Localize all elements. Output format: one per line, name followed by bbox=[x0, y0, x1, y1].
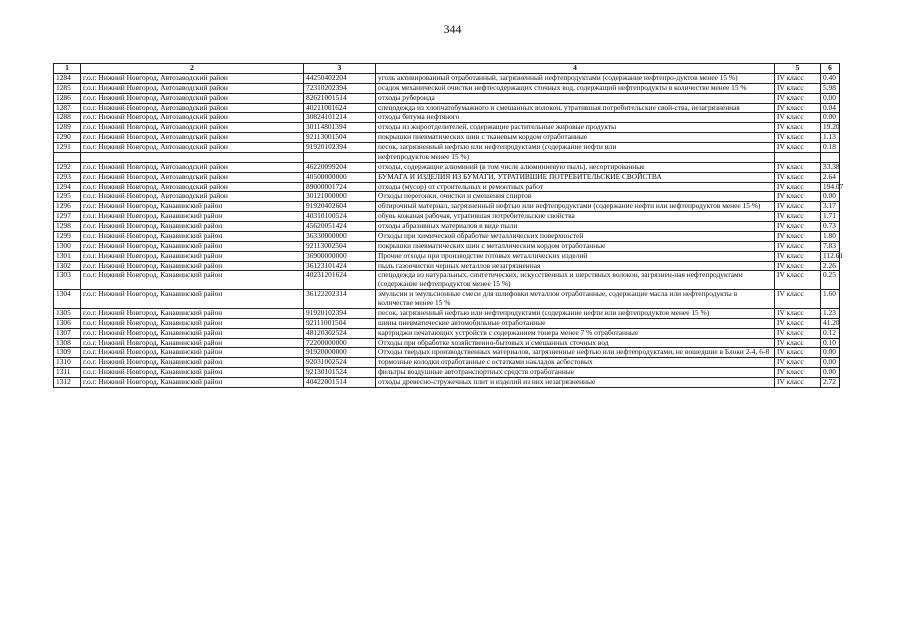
hazard-class-cell: IV класс bbox=[775, 103, 821, 113]
waste-name-cell: песок, загрязненный нефтью или нефтепродуктами (содержание нефти или нефтепродуктов менее 15 %) bbox=[376, 308, 775, 318]
waste-code-cell: 36122202314 bbox=[304, 290, 376, 309]
hazard-class-cell: IV класс bbox=[775, 308, 821, 318]
row-number-cell: 1297 bbox=[54, 212, 81, 222]
row-number-cell bbox=[54, 152, 81, 162]
waste-code-cell: 46220099204 bbox=[304, 162, 376, 172]
row-number-cell: 1290 bbox=[54, 133, 81, 143]
location-cell: г.о.г. Нижний Новгород, Автозаводский район bbox=[81, 133, 304, 143]
waste-name-cell: Отходы твердых производственных материалов, загрязненные нефтью или нефтепродуктами, не вошедшие в Блоки 2-4, 6-8 bbox=[376, 348, 775, 358]
amount-cell: 194.07 bbox=[821, 182, 840, 192]
row-number-cell: 1291 bbox=[54, 143, 81, 153]
waste-code-cell: 92111001504 bbox=[304, 318, 376, 328]
row-number-cell: 1312 bbox=[54, 378, 81, 388]
row-number-cell: 1308 bbox=[54, 338, 81, 348]
waste-code-cell: 92130101524 bbox=[304, 368, 376, 378]
waste-code-cell: 72310202394 bbox=[304, 83, 376, 93]
waste-code-cell: 40500000000 bbox=[304, 172, 376, 182]
row-number-cell: 1310 bbox=[54, 358, 81, 368]
amount-cell: 1.23 bbox=[821, 308, 840, 318]
header-row bbox=[54, 64, 840, 74]
waste-name-cell: покрышки пневматических шин с металлическим кордом отработанные bbox=[376, 241, 775, 251]
amount-cell: 0.00 bbox=[821, 113, 840, 123]
waste-code-cell: 30121000000 bbox=[304, 192, 376, 202]
waste-name-cell: Отходы перегонки, очистки и смешения спиртов bbox=[376, 192, 775, 202]
row-number-cell: 1309 bbox=[54, 348, 81, 358]
amount-cell: 2.72 bbox=[821, 378, 840, 388]
waste-code-cell: 92113001504 bbox=[304, 133, 376, 143]
amount-cell: 0.12 bbox=[821, 328, 840, 338]
hazard-class-cell: IV класс bbox=[775, 378, 821, 388]
table-row bbox=[54, 231, 840, 241]
location-cell: г.о.г. Нижний Новгород, Канавинский район bbox=[81, 358, 304, 368]
waste-code-cell: 91920102394 bbox=[304, 143, 376, 153]
row-number-cell: 1284 bbox=[54, 73, 81, 83]
table-row bbox=[54, 222, 840, 232]
row-number-cell: 1303 bbox=[54, 271, 81, 290]
waste-name-cell: отходы абразивных материалов в виде пыли bbox=[376, 222, 775, 232]
row-number-cell: 1292 bbox=[54, 162, 81, 172]
waste-code-cell: 36900000000 bbox=[304, 251, 376, 261]
table-row bbox=[54, 143, 840, 153]
amount-cell: 1.60 bbox=[821, 290, 840, 309]
amount-cell: 0.25 bbox=[821, 271, 840, 290]
waste-code-cell: 91920402604 bbox=[304, 202, 376, 212]
row-number-cell: 1294 bbox=[54, 182, 81, 192]
waste-name-cell: пыль газоочистки черных металлов незагрязненная bbox=[376, 261, 775, 271]
location-cell: г.о.г. Нижний Новгород, Канавинский район bbox=[81, 202, 304, 212]
location-cell: г.о.г. Нижний Новгород, Канавинский район bbox=[81, 368, 304, 378]
waste-name-cell: уголь активированный отработанный, загрязненный нефтепродуктами (содержание нефтепро-дуктов менее 15 %) bbox=[376, 73, 775, 83]
waste-name-cell: Отходы при обработке хозяйственно-бытовых и смешанных сточных вод bbox=[376, 338, 775, 348]
amount-cell: 0.40 bbox=[821, 73, 840, 83]
waste-name-cell: отходы (мусор) от строительных и ремонтных работ bbox=[376, 182, 775, 192]
waste-name-cell: БУМАГА И ИЗДЕЛИЯ ИЗ БУМАГИ, УТРАТИВШИЕ ПОТРЕБИТЕЛЬСКИЕ СВОЙСТВА bbox=[376, 172, 775, 182]
waste-code-cell: 40211001624 bbox=[304, 103, 376, 113]
waste-code-cell bbox=[304, 152, 376, 162]
hazard-class-cell: IV класс bbox=[775, 113, 821, 123]
table-row bbox=[54, 328, 840, 338]
waste-code-cell: 92031002524 bbox=[304, 358, 376, 368]
row-number-cell: 1295 bbox=[54, 192, 81, 202]
waste-code-cell: 89000001724 bbox=[304, 182, 376, 192]
column-header: 3 bbox=[304, 64, 376, 74]
waste-name-cell: песок, загрязненный нефтью или нефтепродуктами (содержание нефти или bbox=[376, 143, 775, 153]
location-cell: г.о.г. Нижний Новгород, Автозаводский район bbox=[81, 83, 304, 93]
waste-name-cell: спецодежда из натуральных, синтетических, искусственных и шерстяных волокон, загрязнен-ная нефтепродуктами (содержание нефтепродуктов менее 15 %) bbox=[376, 271, 775, 290]
location-cell: г.о.г. Нижний Новгород, Канавинский район bbox=[81, 378, 304, 388]
amount-cell: 0.00 bbox=[821, 93, 840, 103]
column-header: 4 bbox=[376, 64, 775, 74]
amount-cell: 5.98 bbox=[821, 83, 840, 93]
location-cell: г.о.г. Нижний Новгород, Канавинский район bbox=[81, 241, 304, 251]
location-cell: г.о.г. Нижний Новгород, Канавинский район bbox=[81, 251, 304, 261]
location-cell: г.о.г. Нижний Новгород, Автозаводский район bbox=[81, 73, 304, 83]
hazard-class-cell: IV класс bbox=[775, 251, 821, 261]
column-header: 2 bbox=[81, 64, 304, 74]
amount-cell bbox=[821, 152, 840, 162]
row-number-cell: 1285 bbox=[54, 83, 81, 93]
amount-cell: 0.73 bbox=[821, 222, 840, 232]
hazard-class-cell: IV класс bbox=[775, 123, 821, 133]
row-number-cell: 1306 bbox=[54, 318, 81, 328]
table-row bbox=[54, 318, 840, 328]
location-cell: г.о.г. Нижний Новгород, Канавинский район bbox=[81, 290, 304, 309]
location-cell: г.о.г. Нижний Новгород, Автозаводский район bbox=[81, 143, 304, 153]
waste-name-cell: фильтры воздушные автотранспортных средств отработанные bbox=[376, 368, 775, 378]
table-row bbox=[54, 73, 840, 83]
table-row bbox=[54, 93, 840, 103]
location-cell: г.о.г. Нижний Новгород, Канавинский район bbox=[81, 212, 304, 222]
waste-code-cell: 36123101424 bbox=[304, 261, 376, 271]
hazard-class-cell: IV класс bbox=[775, 271, 821, 290]
waste-code-cell: 36330000000 bbox=[304, 231, 376, 241]
table-row bbox=[54, 308, 840, 318]
hazard-class-cell: IV класс bbox=[775, 241, 821, 251]
table-row bbox=[54, 271, 840, 290]
waste-code-cell: 45620051424 bbox=[304, 222, 376, 232]
waste-code-cell: 40310100524 bbox=[304, 212, 376, 222]
waste-registry-table bbox=[53, 63, 844, 388]
row-number-cell: 1302 bbox=[54, 261, 81, 271]
amount-cell: 112.61 bbox=[821, 251, 840, 261]
table-row bbox=[54, 290, 840, 309]
waste-code-cell: 48120302524 bbox=[304, 328, 376, 338]
location-cell: г.о.г. Нижний Новгород, Канавинский район bbox=[81, 308, 304, 318]
waste-name-cell: обувь кожаная рабочая, утратившая потребительские свойства bbox=[376, 212, 775, 222]
table-row bbox=[54, 152, 840, 162]
row-number-cell: 1289 bbox=[54, 123, 81, 133]
row-number-cell: 1307 bbox=[54, 328, 81, 338]
row-number-cell: 1304 bbox=[54, 290, 81, 309]
waste-code-cell: 40422001514 bbox=[304, 378, 376, 388]
row-number-cell: 1298 bbox=[54, 222, 81, 232]
page-number: 344 bbox=[443, 22, 462, 36]
waste-name-cell: отходы рубероида bbox=[376, 93, 775, 103]
amount-cell: 0.00 bbox=[821, 368, 840, 378]
waste-code-cell: 91920000000 bbox=[304, 348, 376, 358]
row-number-cell: 1296 bbox=[54, 202, 81, 212]
waste-name-cell: отходы битума нефтяного bbox=[376, 113, 775, 123]
location-cell: г.о.г. Нижний Новгород, Канавинский район bbox=[81, 222, 304, 232]
table-row bbox=[54, 378, 840, 388]
waste-name-cell: покрышки пневматических шин с тканевым кордом отработанные bbox=[376, 133, 775, 143]
location-cell: г.о.г. Нижний Новгород, Автозаводский район bbox=[81, 182, 304, 192]
row-number-cell: 1299 bbox=[54, 231, 81, 241]
table-row bbox=[54, 83, 840, 93]
column-header: 5 bbox=[775, 64, 821, 74]
waste-name-cell: эмульсии и эмульсионные смеси для шлифовки металлов отработанные, содержащие масла или нефтепродукты в количестве менее 15 % bbox=[376, 290, 775, 309]
location-cell: г.о.г. Нижний Новгород, Автозаводский район bbox=[81, 103, 304, 113]
location-cell: г.о.г. Нижний Новгород, Канавинский район bbox=[81, 348, 304, 358]
row-number-cell: 1301 bbox=[54, 251, 81, 261]
amount-cell: 0.04 bbox=[821, 103, 840, 113]
hazard-class-cell: IV класс bbox=[775, 202, 821, 212]
row-number-cell: 1311 bbox=[54, 368, 81, 378]
amount-cell: 7.83 bbox=[821, 241, 840, 251]
hazard-class-cell: IV класс bbox=[775, 182, 821, 192]
amount-cell: 0.00 bbox=[821, 348, 840, 358]
row-number-cell: 1293 bbox=[54, 172, 81, 182]
location-cell: г.о.г. Нижний Новгород, Канавинский район bbox=[81, 318, 304, 328]
hazard-class-cell: IV класс bbox=[775, 83, 821, 93]
location-cell: г.о.г. Нижний Новгород, Автозаводский район bbox=[81, 113, 304, 123]
location-cell: г.о.г. Нижний Новгород, Канавинский район bbox=[81, 231, 304, 241]
waste-name-cell: тормозные колодки отработанные с остатками накладок асбестовых bbox=[376, 358, 775, 368]
hazard-class-cell: IV класс bbox=[775, 358, 821, 368]
waste-name-cell: обтирочный материал, загрязненный нефтью или нефтепродуктами (содержание нефти или нефтепродуктов менее 15 %) bbox=[376, 202, 775, 212]
row-number-cell: 1288 bbox=[54, 113, 81, 123]
waste-code-cell: 30114801394 bbox=[304, 123, 376, 133]
column-header: 1 bbox=[54, 64, 81, 74]
amount-cell: 1.80 bbox=[821, 231, 840, 241]
row-number-cell: 1300 bbox=[54, 241, 81, 251]
waste-name-cell: картриджи печатающих устройств с содержанием тонера менее 7 % отработанные bbox=[376, 328, 775, 338]
location-cell: г.о.г. Нижний Новгород, Автозаводский район bbox=[81, 123, 304, 133]
table-row bbox=[54, 162, 840, 172]
row-number-cell: 1305 bbox=[54, 308, 81, 318]
waste-name-cell: отходы древесно-стружечных плит и изделий из них незагрязненные bbox=[376, 378, 775, 388]
hazard-class-cell: IV класс bbox=[775, 290, 821, 309]
table-row bbox=[54, 251, 840, 261]
location-cell: г.о.г. Нижний Новгород, Автозаводский район bbox=[81, 192, 304, 202]
location-cell: г.о.г. Нижний Новгород, Автозаводский район bbox=[81, 162, 304, 172]
amount-cell: 1.71 bbox=[821, 212, 840, 222]
waste-code-cell: 44250402204 bbox=[304, 73, 376, 83]
hazard-class-cell: IV класс bbox=[775, 93, 821, 103]
location-cell: г.о.г. Нижний Новгород, Канавинский район bbox=[81, 338, 304, 348]
waste-name-cell: шины пневматические автомобильные отработанные bbox=[376, 318, 775, 328]
hazard-class-cell: IV класс bbox=[775, 368, 821, 378]
waste-name-cell: Прочие отходы при производстве готовых металлических изделий bbox=[376, 251, 775, 261]
waste-name-cell: Отходы при химической обработке металлических поверхностей bbox=[376, 231, 775, 241]
amount-cell: 1.13 bbox=[821, 133, 840, 143]
location-cell: г.о.г. Нижний Новгород, Автозаводский район bbox=[81, 172, 304, 182]
table-row bbox=[54, 172, 840, 182]
waste-name-cell: нефтепродуктов менее 15 %) bbox=[376, 152, 775, 162]
hazard-class-cell: IV класс bbox=[775, 172, 821, 182]
hazard-class-cell: IV класс bbox=[775, 143, 821, 153]
waste-code-cell: 40231201624 bbox=[304, 271, 376, 290]
waste-code-cell: 92113002504 bbox=[304, 241, 376, 251]
hazard-class-cell: IV класс bbox=[775, 328, 821, 338]
waste-name-cell: спецодежда из хлопчатобумажного и смешанных волокон, утратившая потребительские свой-ства, незагрязненная bbox=[376, 103, 775, 113]
amount-cell: 2.26 bbox=[821, 261, 840, 271]
hazard-class-cell: IV класс bbox=[775, 222, 821, 232]
row-number-cell: 1286 bbox=[54, 93, 81, 103]
amount-cell: 0.00 bbox=[821, 192, 840, 202]
location-cell: г.о.г. Нижний Новгород, Канавинский район bbox=[81, 328, 304, 338]
amount-cell: 41.20 bbox=[821, 318, 840, 328]
hazard-class-cell: IV класс bbox=[775, 348, 821, 358]
hazard-class-cell: IV класс bbox=[775, 338, 821, 348]
hazard-class-cell: IV класс bbox=[775, 192, 821, 202]
amount-cell: 19.20 bbox=[821, 123, 840, 133]
waste-name-cell: отходы, содержащие алюминий (в том числе алюминиевую пыль), несортированные bbox=[376, 162, 775, 172]
hazard-class-cell: IV класс bbox=[775, 212, 821, 222]
amount-cell: 0.18 bbox=[821, 143, 840, 153]
amount-cell: 3.17 bbox=[821, 202, 840, 212]
waste-code-cell: 30824101214 bbox=[304, 113, 376, 123]
amount-cell: 0.00 bbox=[821, 358, 840, 368]
hazard-class-cell: IV класс bbox=[775, 261, 821, 271]
row-number-cell: 1287 bbox=[54, 103, 81, 113]
hazard-class-cell: IV класс bbox=[775, 73, 821, 83]
column-header: 6 bbox=[821, 64, 840, 74]
hazard-class-cell: IV класс bbox=[775, 133, 821, 143]
amount-cell: 2.64 bbox=[821, 172, 840, 182]
hazard-class-cell bbox=[775, 152, 821, 162]
waste-code-cell: 91920102394 bbox=[304, 308, 376, 318]
hazard-class-cell: IV класс bbox=[775, 231, 821, 241]
waste-name-cell: отходы из жироотделителей, содержащие растительные жировые продукты bbox=[376, 123, 775, 133]
waste-name-cell: осадок механической очистки нефтесодержащих сточных вод, содержащий нефтепродукты в количестве менее 15 % bbox=[376, 83, 775, 93]
location-cell bbox=[81, 152, 304, 162]
table-row bbox=[54, 241, 840, 251]
amount-cell: 0.10 bbox=[821, 338, 840, 348]
hazard-class-cell: IV класс bbox=[775, 318, 821, 328]
waste-code-cell: 82621001514 bbox=[304, 93, 376, 103]
location-cell: г.о.г. Нижний Новгород, Канавинский район bbox=[81, 271, 304, 290]
amount-cell: 33.38 bbox=[821, 162, 840, 172]
location-cell: г.о.г. Нижний Новгород, Канавинский район bbox=[81, 261, 304, 271]
hazard-class-cell: IV класс bbox=[775, 162, 821, 172]
location-cell: г.о.г. Нижний Новгород, Автозаводский район bbox=[81, 93, 304, 103]
waste-code-cell: 72200000000 bbox=[304, 338, 376, 348]
